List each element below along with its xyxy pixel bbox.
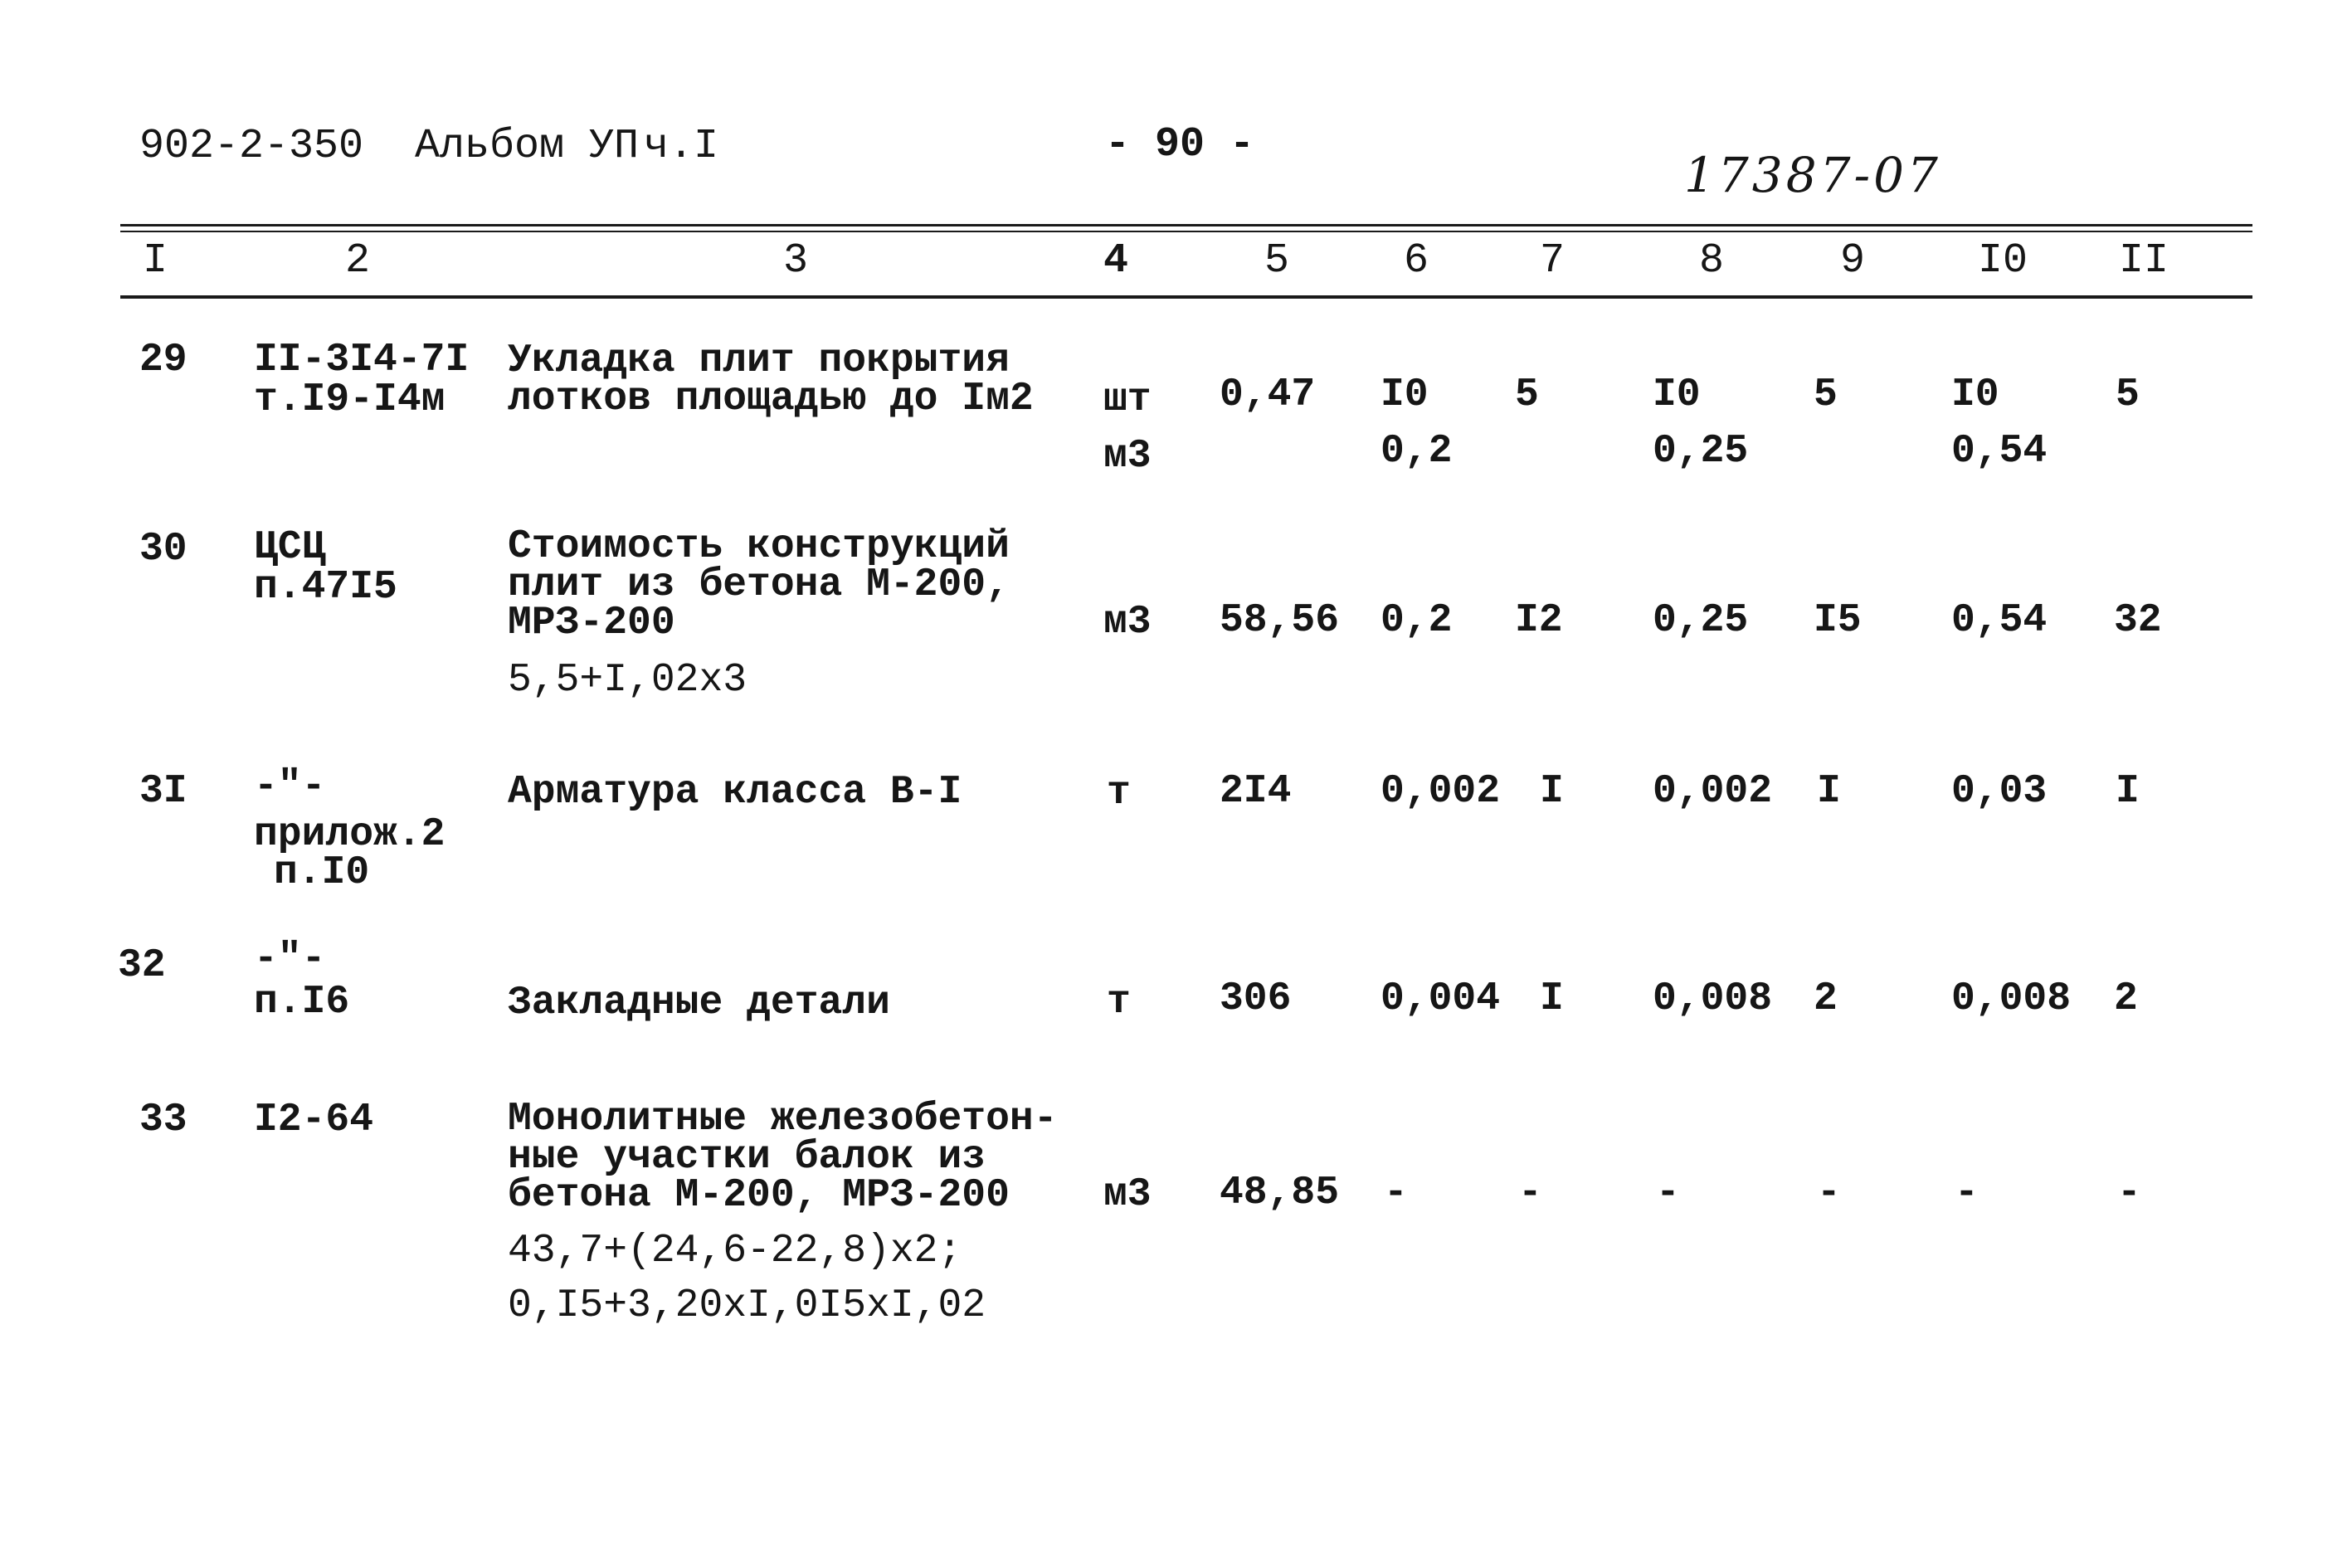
row-col9: I <box>1817 769 1841 814</box>
row-col11: 32 <box>2114 598 2162 643</box>
row-unit: т <box>1107 771 1131 816</box>
row-col6: 0,2 <box>1381 598 1453 643</box>
row-code: т.I9-I4м <box>254 377 446 422</box>
row-number: 32 <box>118 943 166 988</box>
row-description: плит из бетона М-200, <box>508 562 1010 607</box>
top-rule <box>120 224 2252 226</box>
row-description: Закладные детали <box>508 981 890 1025</box>
row-col6: 0,002 <box>1381 769 1501 814</box>
row-code: II-3I4-7I <box>254 338 470 382</box>
col-header-7: 7 <box>1540 237 1566 285</box>
row-description: Стоимость конструкций <box>508 524 1010 569</box>
row-col9: - <box>1817 1171 1841 1215</box>
row-description: МРЗ-200 <box>508 601 675 645</box>
document-reference: 902-2-350 <box>139 123 364 170</box>
page-number: - 90 - <box>1105 121 1255 168</box>
row-code: прилож.2 <box>254 812 446 857</box>
row-col10: 0,008 <box>1951 976 2072 1021</box>
row-number: 30 <box>139 527 187 572</box>
col-header-6: 6 <box>1404 237 1429 285</box>
row-number: 33 <box>139 1098 187 1142</box>
album-label: Альбом УП <box>415 123 640 170</box>
row-col7: I <box>1540 976 1564 1021</box>
row-unit-price: 48,85 <box>1220 1171 1340 1215</box>
col-header-4: 4 <box>1103 237 1129 285</box>
row-number: 29 <box>139 338 187 382</box>
row-unit: шт <box>1103 377 1152 422</box>
row-code: -"- <box>254 764 326 809</box>
row-col6: I0 <box>1381 373 1429 417</box>
row-unit: м3 <box>1103 1172 1152 1217</box>
header-bottom-rule <box>120 295 2252 299</box>
row-col8: 0,008 <box>1653 976 1773 1021</box>
col-header-10: I0 <box>1978 237 2028 285</box>
row-unit-price: 2I4 <box>1220 769 1292 814</box>
row-col6: 0,2 <box>1381 429 1453 474</box>
col-header-5: 5 <box>1264 237 1290 285</box>
col-header-8: 8 <box>1699 237 1725 285</box>
row-unit-price: 0,47 <box>1220 373 1316 417</box>
row-calculation: 5,5+I,02х3 <box>508 658 747 703</box>
row-col6: - <box>1384 1171 1408 1215</box>
col-header-11: II <box>2119 237 2169 285</box>
row-unit: м3 <box>1103 434 1152 479</box>
col-header-2: 2 <box>345 237 371 285</box>
row-code: п.I6 <box>254 980 350 1025</box>
row-col8: 0,002 <box>1653 769 1773 814</box>
row-col7: I2 <box>1515 598 1563 643</box>
row-col8: 0,25 <box>1653 598 1749 643</box>
row-col6: 0,004 <box>1381 976 1501 1021</box>
row-unit: т <box>1107 980 1131 1025</box>
row-col10: - <box>1955 1171 1979 1215</box>
row-description: Укладка плит покрытия <box>508 338 1010 383</box>
row-calculation: 0,I5+3,20хI,0I5хI,02 <box>508 1283 986 1328</box>
row-col8: - <box>1656 1171 1680 1215</box>
row-code: -"- <box>254 937 326 981</box>
row-col9: 5 <box>1814 373 1838 417</box>
row-description: Арматура класса В-I <box>508 770 962 815</box>
row-description: лотков площадью до Iм2 <box>508 377 1034 421</box>
row-code: п.47I5 <box>254 565 397 610</box>
row-col11: 5 <box>2116 373 2140 417</box>
handwritten-number: 17387-07 <box>1684 147 1941 203</box>
row-number: 3I <box>139 769 187 814</box>
part-label: ч.I <box>644 123 719 170</box>
row-description: бетона М-200, МРЗ-200 <box>508 1173 1010 1218</box>
row-code: I2-64 <box>254 1098 374 1142</box>
top-rule-inner <box>120 231 2252 232</box>
col-header-1: I <box>143 237 168 285</box>
row-col8: I0 <box>1653 373 1701 417</box>
row-col9: 2 <box>1814 976 1838 1021</box>
row-col8: 0,25 <box>1653 429 1749 474</box>
col-header-9: 9 <box>1840 237 1866 285</box>
row-unit-price: 306 <box>1220 976 1292 1021</box>
row-col7: - <box>1518 1171 1542 1215</box>
row-col7: 5 <box>1515 373 1539 417</box>
row-col10: 0,54 <box>1951 429 2048 474</box>
row-col10: 0,54 <box>1951 598 2048 643</box>
row-col11: I <box>2116 769 2140 814</box>
row-code: ЦСЦ <box>254 525 326 570</box>
row-unit: м3 <box>1103 600 1152 645</box>
row-col11: 2 <box>2114 976 2138 1021</box>
col-header-3: 3 <box>783 237 809 285</box>
row-col10: 0,03 <box>1951 769 2048 814</box>
row-col10: I0 <box>1951 373 1999 417</box>
row-unit-price: 58,56 <box>1220 598 1340 643</box>
row-col9: I5 <box>1814 598 1862 643</box>
row-description: Монолитные железобетон- <box>508 1097 1058 1142</box>
row-description: ные участки балок из <box>508 1135 986 1180</box>
row-col7: I <box>1540 769 1564 814</box>
row-col11: - <box>2117 1171 2141 1215</box>
row-calculation: 43,7+(24,6-22,8)х2; <box>508 1229 962 1273</box>
row-code: п.I0 <box>274 850 370 895</box>
